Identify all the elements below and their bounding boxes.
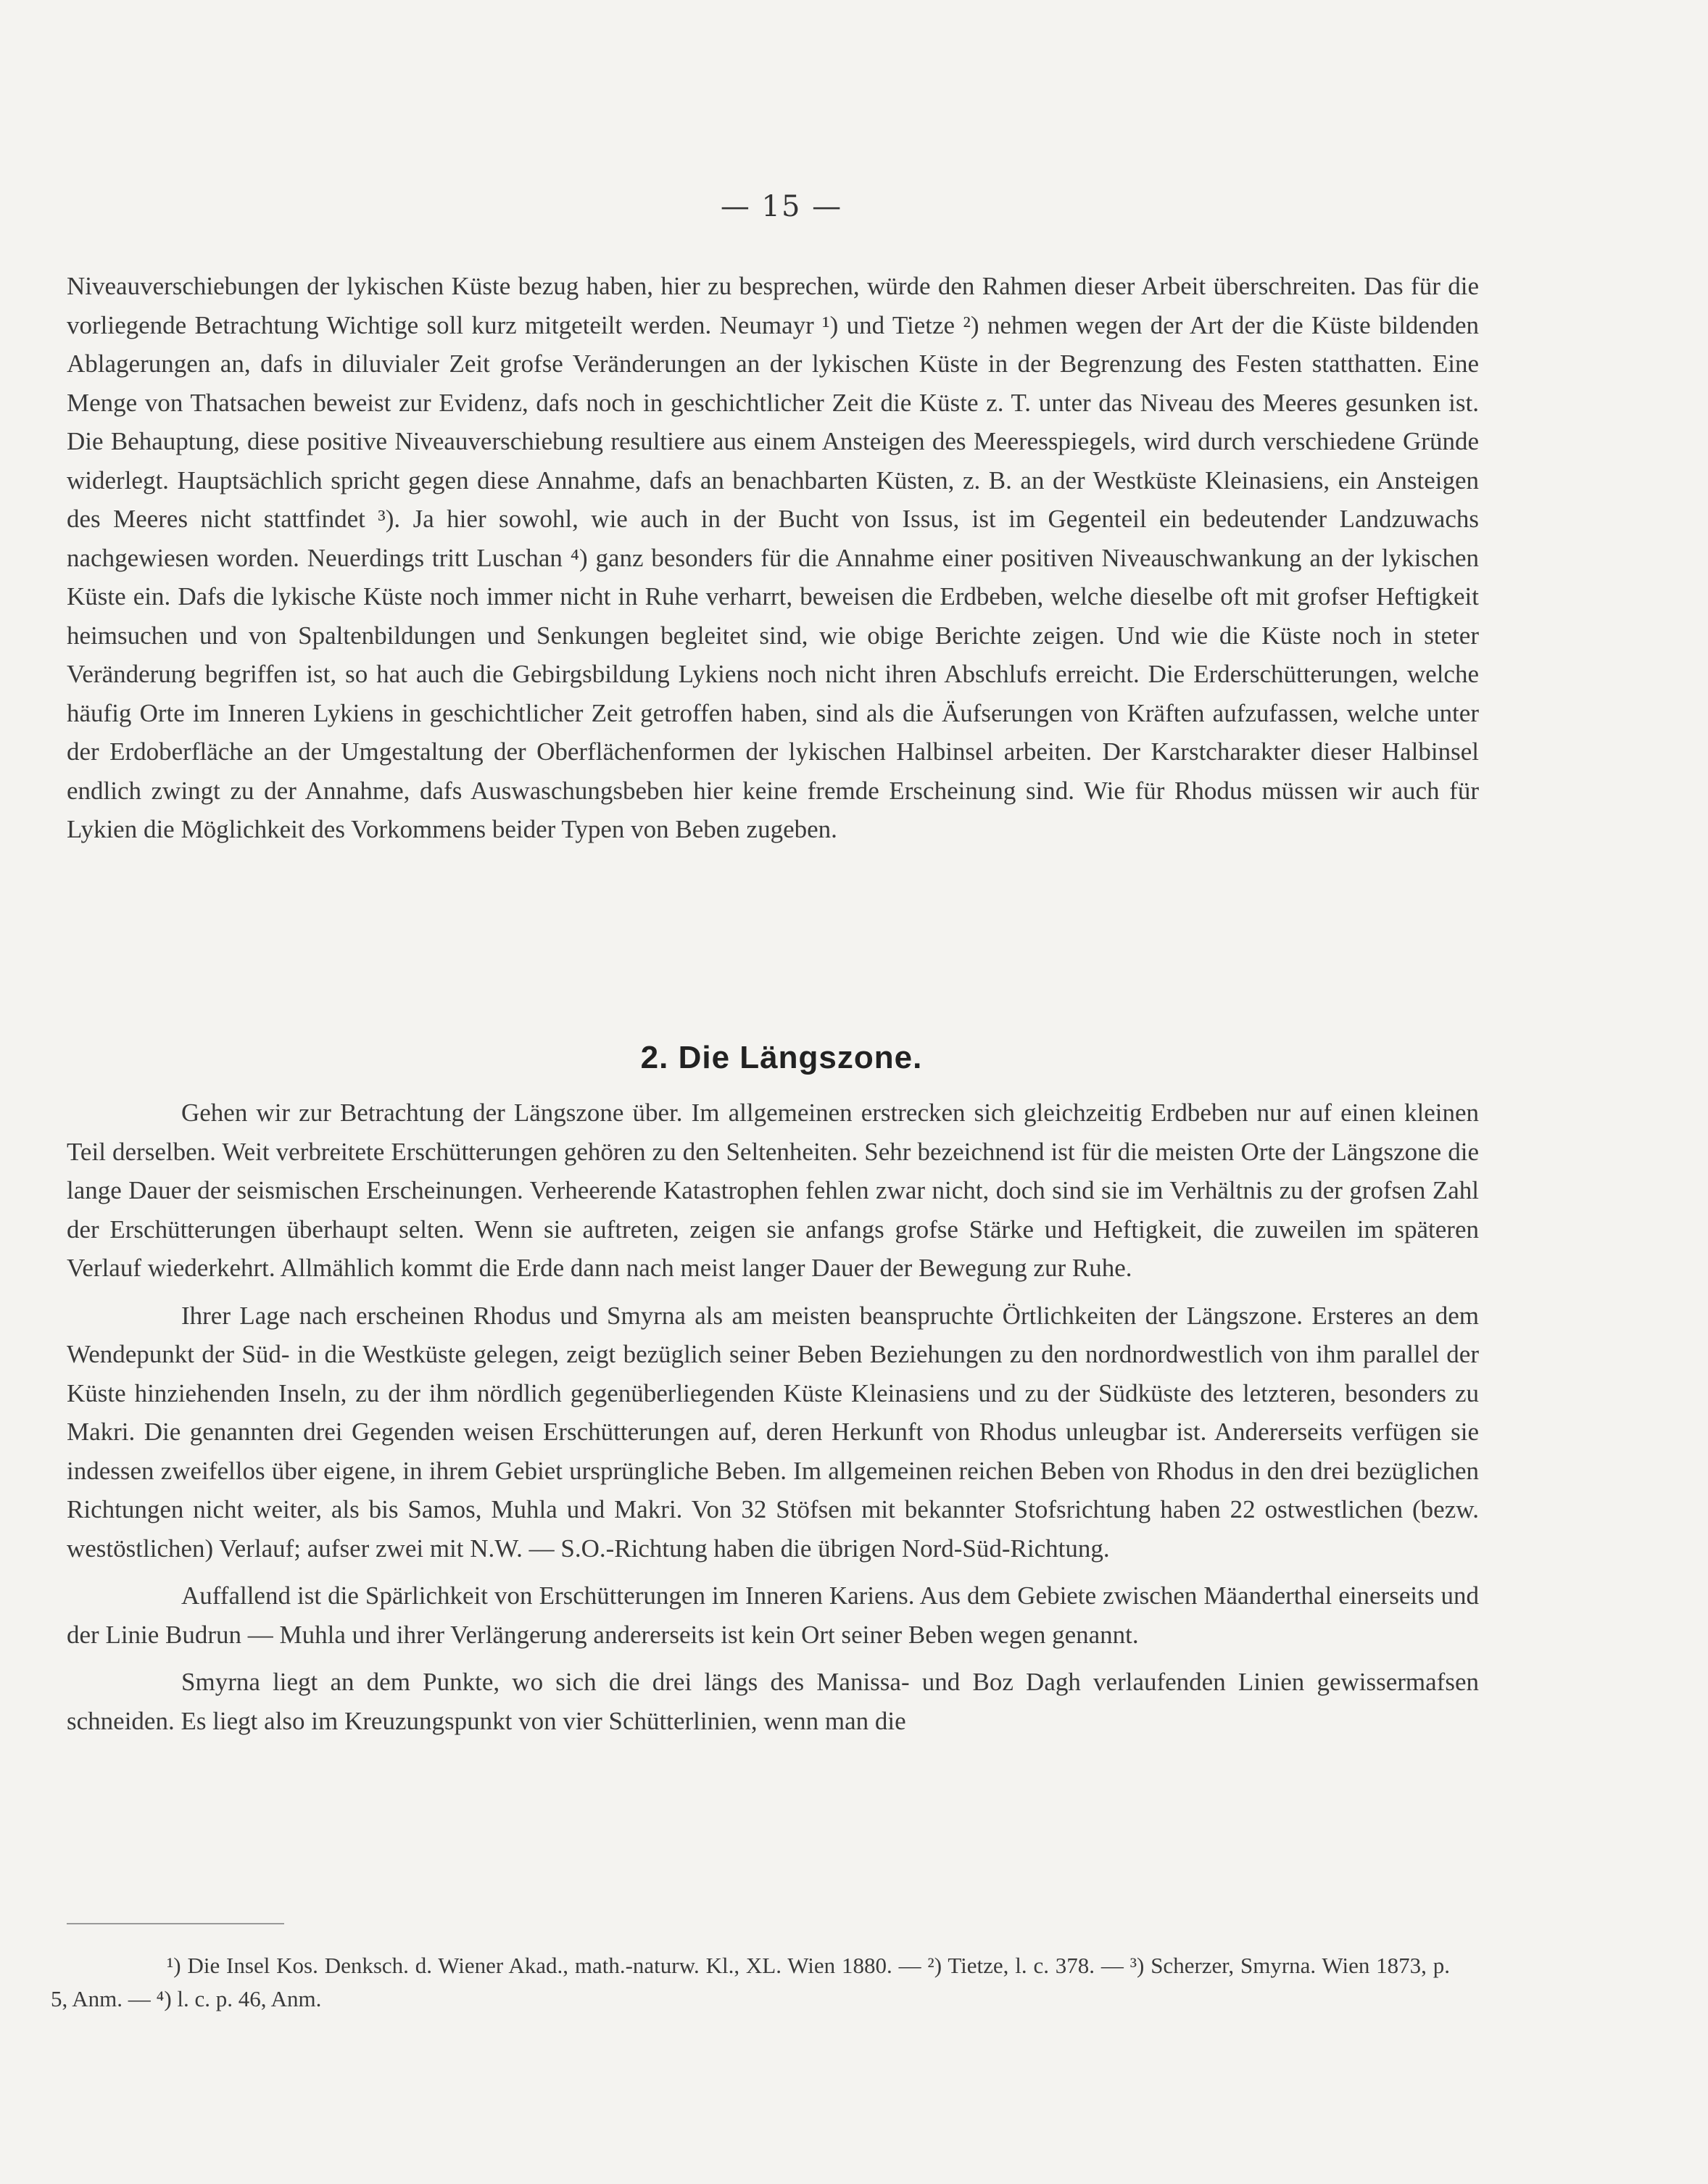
section-heading: 2. Die Längszone. xyxy=(640,1040,923,1075)
footnote-divider xyxy=(67,1923,284,1924)
footnotes xyxy=(51,1949,1450,2016)
body-text-lower xyxy=(67,1093,1479,1749)
paragraph: Gehen wir zur Betrachtung der Längszone über. Im allgemeinen erstrecken sich gleichzeitig Erdbeben nur auf einen kleinen Teil derselben. Weit verbreitete Erschütterungen gehören zu den Seltenheiten. Sehr bezeichnend ist für die meisten Orte der Längszone die lange Dauer der seismischen Erscheinungen. Verheerende Katastrophen fehlen zwar nicht, doch sind sie im Verhältnis zu der grofsen Zahl der Erschütterungen überhaupt selten. Wenn sie auftreten, zeigen sie anfangs grofse Stärke und Heftigkeit, die zuweilen im späteren Verlauf wiederkehrt. Allmählich kommt die Erde dann nach meist langer Dauer der Bewegung zur Ruhe. xyxy=(67,1099,1479,1282)
page-number: — 15 — xyxy=(720,190,843,223)
paragraph: Ihrer Lage nach erscheinen Rhodus und Smyrna als am meisten beanspruchte Örtlichkeiten der Längszone. Ersteres an dem Wendepunkt der Süd- in die Westküste gelegen, zeigt bezüglich seiner Beben Beziehungen zu den nordnordwestlich von ihm parallel der Küste hinziehenden Inseln, zu der ihm nördlich gegenüberliegenden Küste Kleinasiens und zu der Südküste des letzteren, besonders zu Makri. Die genannten drei Gegenden weisen Erschütterungen auf, deren Herkunft von Rhodus unleugbar ist. Andererseits verfügen sie indessen zweifellos über eigene, in ihrem Gebiet ursprüngliche Beben. Im allgemeinen reichen Beben von Rhodus in den drei bezüglichen Richtungen nicht weiter, als bis Samos, Muhla und Makri. Von 32 Stöfsen mit bekannter Stofsrichtung haben 22 ostwestlichen (bezw. westöstlichen) Verlauf; aufser zwei mit N.W. — S.O.-Richtung haben die übrigen Nord-Süd-Richtung. xyxy=(67,1301,1479,1563)
paragraph: Smyrna liegt an dem Punkte, wo sich die drei längs des Manissa- und Boz Dagh verlaufenden Linien gewissermafsen schneiden. Es liegt also im Kreuzungspunkt von vier Schütterlinien, wenn man die xyxy=(67,1668,1479,1735)
footnote-text: ¹) Die Insel Kos. Denksch. d. Wiener Akad., math.-naturw. Kl., XL. Wien 1880. — ²) Tietze, l. c. 378. — ³) Scherzer, Smyrna. Wien 1873, p. 5, Anm. — ⁴) l. c. p. 46, Anm. xyxy=(51,1953,1450,2011)
paragraph: Auffallend ist die Spärlichkeit von Erschütterungen im Inneren Kariens. Aus dem Gebiete zwischen Mäanderthal einerseits und der Linie Budrun — Muhla und ihrer Verlängerung andererseits ist kein Ort seiner Beben wegen genannt. xyxy=(67,1581,1479,1649)
body-text-upper xyxy=(67,267,1479,858)
paragraph: Niveauverschiebungen der lykischen Küste bezug haben, hier zu besprechen, würde den Rahmen dieser Arbeit überschreiten. Das für die vorliegende Betrachtung Wichtige soll kurz mitgeteilt werden. Neumayr ¹) und Tietze ²) nehmen wegen der Art der die Küste bildenden Ablagerungen an, dafs in diluvialer Zeit grofse Veränderungen an der lykischen Küste in der Begrenzung des Festen statthatten. Eine Menge von Thatsachen beweist zur Evidenz, dafs noch in geschichtlicher Zeit die Küste z. T. unter das Niveau des Meeres gesunken ist. Die Behauptung, diese positive Niveauverschiebung resultiere aus einem Ansteigen des Meeresspiegels, wird durch verschiedene Gründe widerlegt. Hauptsächlich spricht gegen diese Annahme, dafs an benachbarten Küsten, z. B. an der Westküste Kleinasiens, ein Ansteigen des Meeres nicht stattfindet ³). Ja hier sowohl, wie auch in der Bucht von Issus, ist im Gegenteil ein bedeutender Landzuwachs nachgewiesen worden. Neuerdings tritt Luschan ⁴) ganz besonders für die Annahme einer positiven Niveauschwankung an der lykischen Küste ein. Dafs die lykische Küste noch immer nicht in Ruhe verharrt, beweisen die Erdbeben, welche dieselbe oft mit grofser Heftigkeit heimsuchen und von Spaltenbildungen und Senkungen begleitet sind, wie obige Berichte zeigen. Und wie die Küste noch in steter Veränderung begriffen ist, so hat auch die Gebirgsbildung Lykiens noch nicht ihren Abschlufs erreicht. Die Erderschütterungen, welche häufig Orte im Inneren Lykiens in geschichtlicher Zeit getroffen haben, sind als die Äufserungen von Kräften aufzufassen, welche unter der Erdoberfläche an der Umgestaltung der Oberflächenformen der lykischen Halbinsel arbeiten. Der Karstcharakter dieser Halbinsel endlich zwingt zu der Annahme, dafs Auswaschungsbeben hier keine fremde Erscheinung sind. Wie für Rhodus müssen wir auch für Lykien die Möglichkeit des Vorkommens beider Typen von Beben zugeben. xyxy=(67,272,1479,843)
